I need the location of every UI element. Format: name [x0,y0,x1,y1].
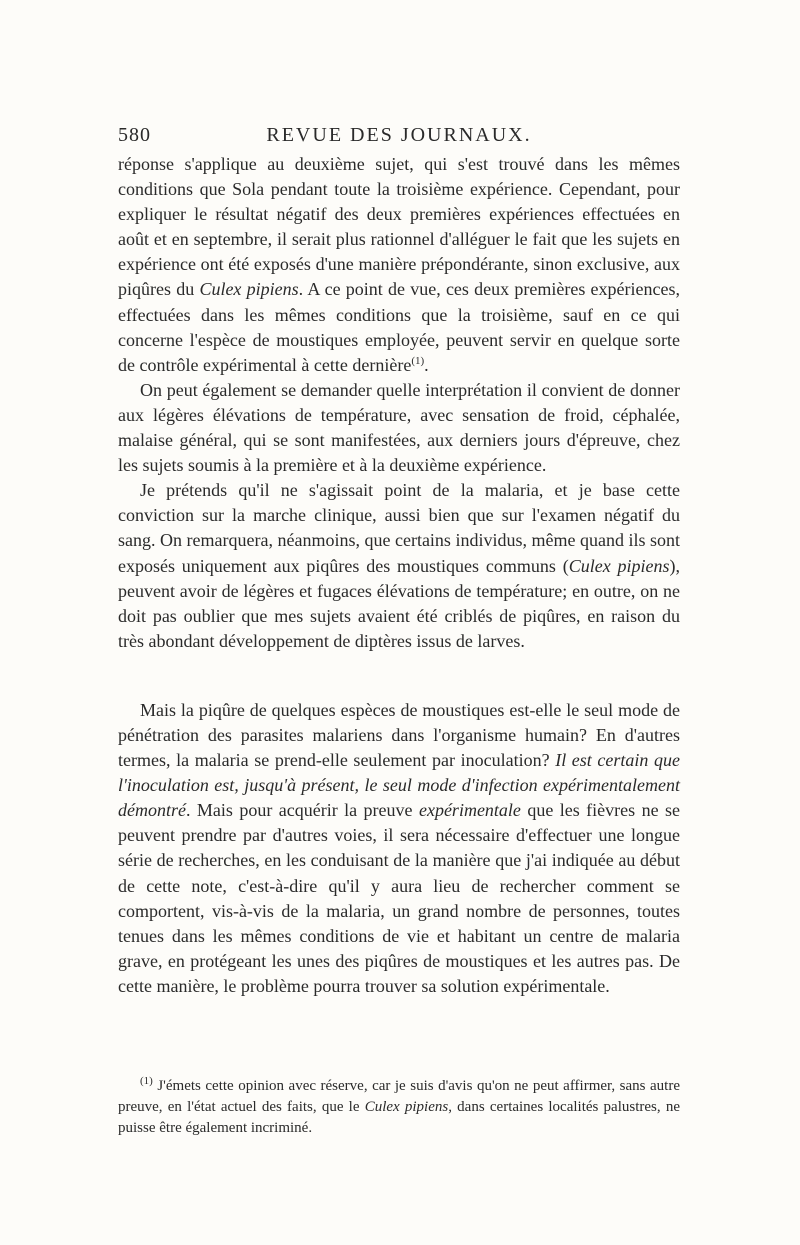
text-run: On peut également se demander quelle interprétation il convient de donner aux légères élévations de température, avec sensation de froid, céphalée, malaise général, qui se sont manifestées, aux derniers jours d'épreuve, chez les sujets soumis à la première et à la deuxième expérience. [118,379,680,476]
text-run: . A ce point de vue, ces deux premières expériences, effectuées dans les mêmes conditions que la troisième, sauf en ce qui concerne l'espèce de moustiques employée, peuvent servir en quelque sorte de contrôle expérimental à cette dernière [118,279,680,375]
text-run: que les fièvres ne se peuvent prendre par d'autres voies, il sera nécessaire d'effectuer une longue série de recherches, en les conduisant de la manière que j'ai indiquée au début de cette note, c'est-à-dire qu'il y aura lieu de rechercher comment se comportent, vis-à-vis de la malaria, un grand nombre de personnes, toutes tenues dans les mêmes conditions de vie et habitant un centre de malaria grave, en protégeant les unes des piqûres de moustiques et les autres pas. De cette manière, le problème pourra trouver sa solution expérimentale. [118,800,680,996]
paragraph [118,378,680,478]
text-run: J'émets cette opinion avec réserve, car je suis d'avis qu'on ne peut affirmer, sans autre preuve, en l'état actuel des faits, que le [118,1078,680,1115]
text-run: . Mais pour acquérir la preuve [185,800,419,821]
paragraph [118,478,680,654]
page-number: 580 [118,124,151,146]
running-head: REVUE DES JOURNAUX. [266,124,532,146]
footnote [118,1076,680,1139]
text-run: réponse s'applique au deuxième sujet, qui s'est trouvé dans les mêmes conditions que Sola pendant toute la troisième expérience. Cependant, pour expliquer le résultat négatif des deux premières expériences effectuées en août et en septembre, il serait plus rationnel d'alléguer le fait que les sujets en expérience ont été exposés d'une manière prépondérante, sinon exclusive, aux piqûres du [118,154,680,300]
text-run: Mais la piqûre de quelques espèces de moustiques est-elle le seul mode de pénétration des parasites malariens dans l'organisme humain? En d'autres termes, la malaria se prend-elle seulement par inoculation? [118,699,680,771]
text-run: ), peuvent avoir de légères et fugaces élévations de température; en outre, on ne doit pas oublier que mes sujets avaient été criblés de piqûres, en raison du très abondant développement de diptères issus de larves. [118,555,681,651]
text-run: , dans certaines localités palustres, ne puisse être également incriminé. [118,1099,680,1136]
paragraph [118,152,680,378]
footnote-marker: (1) [411,354,425,367]
italic-text: Culex pipiens [568,555,670,576]
italic-text: Culex pipiens [199,279,299,300]
italic-text: expérimentale [418,800,521,821]
italic-text: Il est certain que l'inoculation est, jusqu'à présent, le seul mode d'infection expérimentalement démontré [118,750,680,821]
text-run: Je prétends qu'il ne s'agissait point de la malaria, et je base cette conviction sur la marche clinique, aussi bien que sur l'examen négatif du sang. On remarquera, néanmoins, que certains individus, même quand ils sont exposés uniquement aux piqûres des moustiques communs ( [118,480,680,576]
text-run: . [424,354,429,375]
italic-text: Culex pipiens [364,1099,449,1115]
body-text [118,152,680,999]
page-header [118,124,680,150]
paragraph [118,698,680,999]
footnote-marker: (1) [140,1075,153,1087]
